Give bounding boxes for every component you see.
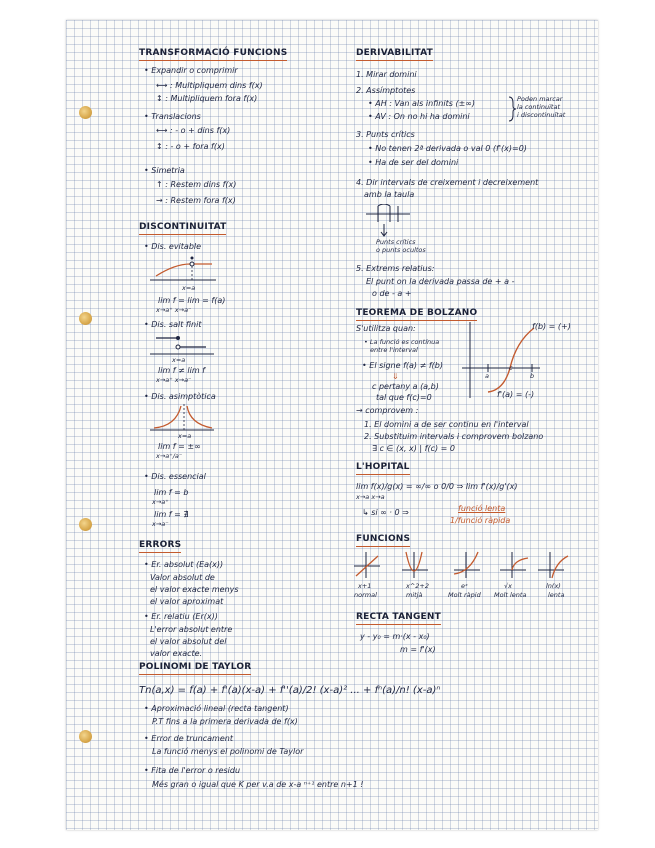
note-line: • Simetria — [144, 166, 185, 175]
note-line: tal que f(c)=0 — [376, 393, 432, 402]
heading-bolzano: TEOREMA DE BOLZANO — [356, 308, 477, 321]
formula: lim f = lim = f(a) — [158, 296, 226, 305]
note-line: S'utilitza quan: — [356, 324, 416, 333]
heading-derivabilitat: DERIVABILITAT — [356, 48, 433, 61]
heading-tangent: RECTA TANGENT — [356, 612, 441, 625]
formula: lim f = ∄ — [154, 510, 189, 519]
axis-label: x=a — [178, 432, 192, 440]
taylor-formula: Tn(a,x) = f(a) + f'(a)(x-a) + f''(a)/2! (x-a)² ... + fⁿ(a)/n! (x-a)ⁿ — [139, 685, 441, 696]
implies-arrow: ⇓ — [392, 372, 399, 381]
func-formula: x+1 — [358, 582, 372, 590]
note-line: ↕ : - o + fora f(x) — [156, 142, 225, 151]
note-line: ↳ si ∞ · 0 ⇒ — [362, 508, 409, 517]
heading-errors: ERRORS — [139, 540, 181, 553]
note-line: • Dis. essencial — [144, 472, 206, 481]
formula-sub: x→a⁻ — [152, 520, 169, 528]
note-line: o punts ocultos — [376, 246, 426, 254]
func-formula: √x — [504, 582, 512, 590]
formula: lim f(x)/g(x) = ∞/∞ o 0/0 ⇒ lim f'(x)/g'(x) — [356, 482, 518, 491]
note-line: → comprovem : — [356, 406, 419, 415]
note-line: entre l'interval — [370, 346, 418, 354]
brace — [508, 96, 516, 122]
note-line: ↕ : Multipliquem fora f(x) — [156, 94, 258, 103]
note-line: • Er. relatiu (Er(x)) — [144, 612, 218, 621]
funcions-graphs — [352, 550, 580, 580]
note-line: La funció menys el polinomi de Taylor — [152, 747, 304, 756]
formula-sub: x→a⁺ x→a⁻ — [156, 306, 192, 314]
note-line: 1. El domini a de ser continu en l'interval — [364, 420, 529, 429]
heading-taylor: POLINOMI DE TAYLOR — [139, 662, 251, 675]
func-name: lenta — [548, 591, 565, 599]
note-line: • Er. absolut (Ea(x)) — [144, 560, 224, 569]
formula: y - y₀ = m·(x - x₀) — [360, 632, 430, 641]
formula: lim f = ±∞ — [158, 442, 201, 451]
note-line: ↑ : Restem dins f(x) — [156, 180, 237, 189]
note-line: 2. Substituim intervals i comprovem bolzano — [364, 432, 544, 441]
func-formula: x^2+2 — [406, 582, 430, 590]
formula: lim f ≠ lim f — [158, 366, 205, 375]
note-line: L'error absolut entre — [150, 625, 233, 634]
note-line: • El signe f(a) ≠ f(b) — [362, 361, 443, 370]
note-line: amb la taula — [364, 190, 415, 199]
note-line: o de - a + — [372, 289, 412, 298]
heading-hopital: L'HOPITAL — [356, 462, 410, 475]
bolzano-graph — [460, 320, 540, 400]
graph-label: f(b) = (+) — [532, 322, 571, 331]
func-formula: eˣ — [461, 582, 468, 590]
fraction-bottom: 1/funció ràpida — [450, 516, 511, 525]
note-line: 2. Assímptotes — [356, 86, 416, 95]
func-name: Molt ràpid — [448, 591, 481, 599]
func-name: Molt lenta — [494, 591, 527, 599]
table-sketch — [366, 204, 412, 238]
axis-label: x=a — [182, 284, 196, 292]
note-line: 1. Mirar domini — [356, 70, 417, 79]
axis-tick-b: b — [530, 372, 535, 380]
formula-sub: x→a⁺ x→a⁻ — [156, 376, 192, 384]
binder-hole — [79, 312, 92, 325]
evitable-sketch — [150, 256, 220, 286]
note-line: el valor aproximat — [150, 597, 224, 606]
func-name: mitjà — [406, 591, 423, 599]
binder-hole — [79, 518, 92, 531]
salt-sketch — [150, 332, 220, 358]
note-line: • Dis. evitable — [144, 242, 202, 251]
formula-sub: x→a⁺/a⁻ — [156, 452, 183, 460]
func-formula: ln(x) — [546, 582, 561, 590]
note-line: • Dis. salt finit — [144, 320, 202, 329]
note-line: • Ha de ser del domini — [368, 158, 459, 167]
note-line: ∃ c ∈ (x, x) | f(c) = 0 — [372, 444, 455, 453]
note-line: la continuïtat — [517, 103, 561, 111]
note-line: Punts crítics — [376, 238, 416, 246]
note-line: ⟷ : - o + dins f(x) — [156, 126, 231, 135]
heading-funcions: FUNCIONS — [356, 534, 410, 547]
fraction-top: funció lenta — [458, 504, 506, 513]
asimptotica-sketch — [150, 404, 220, 434]
note-line: 5. Extrems relatius: — [356, 264, 435, 273]
note-line: • La funció es contínua — [364, 338, 440, 346]
formula: m = f'(x) — [400, 645, 436, 654]
note-line: i discontinuïtat — [517, 111, 566, 119]
note-line: • Expandir o comprimir — [144, 66, 238, 75]
note-line: • No tenen 2ª derivada o val 0 (f'(x)=0) — [368, 144, 527, 153]
note-line: P.T fins a la primera derivada de f(x) — [152, 717, 298, 726]
heading-transformacio: TRANSFORMACIÓ FUNCIONS — [139, 48, 287, 61]
note-line: el valor absolut del — [150, 637, 227, 646]
formula-sub: x→a x→a — [356, 493, 385, 501]
note-line: El punt on la derivada passa de + a - — [366, 277, 515, 286]
note-line: valor exacte. — [150, 649, 203, 658]
note-line: • Aproximació lineal (recta tangent) — [144, 704, 289, 713]
note-line: Poden marcar — [517, 95, 563, 103]
axis-label: x=a — [172, 356, 186, 364]
note-line: • Dis. asimptòtica — [144, 392, 216, 401]
formula: lim f = b — [154, 488, 189, 497]
note-line: • Translacions — [144, 112, 201, 121]
note-line: 3. Punts crítics — [356, 130, 415, 139]
note-line: c pertany a (a,b) — [372, 382, 439, 391]
note-line: 4. Dir intervals de creixement i decreixement — [356, 178, 539, 187]
heading-discontinuitat: DISCONTINUITAT — [139, 222, 226, 235]
note-line: • Error de truncament — [144, 734, 233, 743]
formula-sub: x→a⁺ — [152, 498, 169, 506]
note-line: ⟷ : Multipliquem dins f(x) — [156, 81, 263, 90]
axis-tick-a: a — [485, 372, 489, 380]
note-line: • AV : On no hi ha domini — [368, 112, 470, 121]
note-line: Valor absolut de — [150, 573, 215, 582]
note-line: el valor exacte menys — [150, 585, 239, 594]
note-line: → : Restem fora f(x) — [156, 196, 236, 205]
axis-tick-c: c — [509, 364, 513, 372]
binder-hole — [79, 106, 92, 119]
note-line: Més gran o igual que K per v.a de x-a ⁿ⁺¹ entre n+1 ! — [152, 780, 364, 789]
binder-hole — [79, 730, 92, 743]
note-line: • Fita de l'error o residu — [144, 766, 241, 775]
note-line: • AH : Van als infinits (±∞) — [368, 99, 476, 108]
func-name: normal — [354, 591, 377, 599]
graph-label: f'(a) = (-) — [497, 390, 535, 399]
